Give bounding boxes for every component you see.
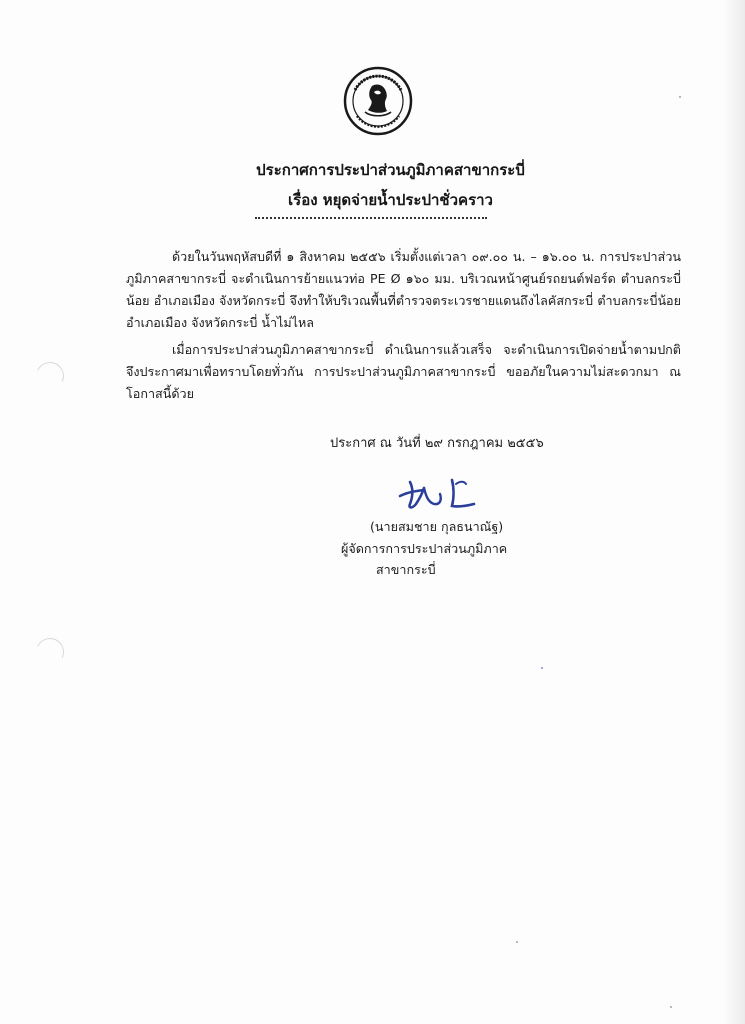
provincial-waterworks-seal-icon <box>343 66 413 136</box>
body-paragraph-1 <box>126 246 681 334</box>
paragraph-text: เมื่อการประปาส่วนภูมิภาคสาขากระบี่ ดำเนินการแล้วเสร็จ จะดำเนินการเปิดจ่ายน้ำตามปกติ จึงประกาศมาเพื่อทราบโดยทั่วกัน การประปาส่วนภูมิภาคสาขากระบี่ ขออภัยในความไม่สะดวกมา ณ โอกาสนี้ด้วย <box>126 342 681 401</box>
paragraph-text: ด้วยในวันพฤหัสบดีที่ ๑ สิงหาคม ๒๕๕๖ เริ่มตั้งแต่เวลา ๐๙.๐๐ น. – ๑๖.๐๐ น. การประปาส่วนภูมิภาคสาขากระบี่ จะดำเนินการย้ายแนวท่อ PE Ø ๑๖๐ มม. บริเวณหน้าศูนย์รถยนต์ฟอร์ด ตำบลกระบี่น้อย อำเภอเมือง จังหวัดกระบี่ จึงทำให้บริเวณพื้นที่ตำรวจตระเวรชายแดนถึงไลคัสกระบี่ ตำบลกระบี่น้อย อำเภอเมือง จังหวัดกระบี่ น้ำไม่ไหล <box>126 249 681 330</box>
signer-name: (นายสมชาย กุลธนาณัฐ) <box>370 519 504 534</box>
dotted-separator <box>255 217 487 219</box>
scan-speck <box>670 1006 672 1008</box>
punch-hole-mark <box>32 634 68 670</box>
body-paragraph-2 <box>126 339 681 405</box>
announcement-subject: เรื่อง หยุดจ่ายน้ำประปาชั่วคราว <box>288 191 493 209</box>
scan-speck <box>516 941 518 943</box>
handwritten-signature-icon <box>394 474 494 514</box>
scan-edge-shadow <box>723 0 745 1024</box>
announcement-title: ประกาศการประปาส่วนภูมิภาคสาขากระบี่ <box>256 161 525 179</box>
signer-position: ผู้จัดการการประปาส่วนภูมิภาค <box>341 541 508 556</box>
announcement-date: ประกาศ ณ วันที่ ๒๙ กรกฎาคม ๒๕๕๖ <box>330 436 544 451</box>
scan-speck <box>679 96 681 98</box>
scan-speck <box>541 667 543 669</box>
signer-branch: สาขากระบี่ <box>376 562 436 577</box>
punch-hole-mark <box>32 358 68 394</box>
